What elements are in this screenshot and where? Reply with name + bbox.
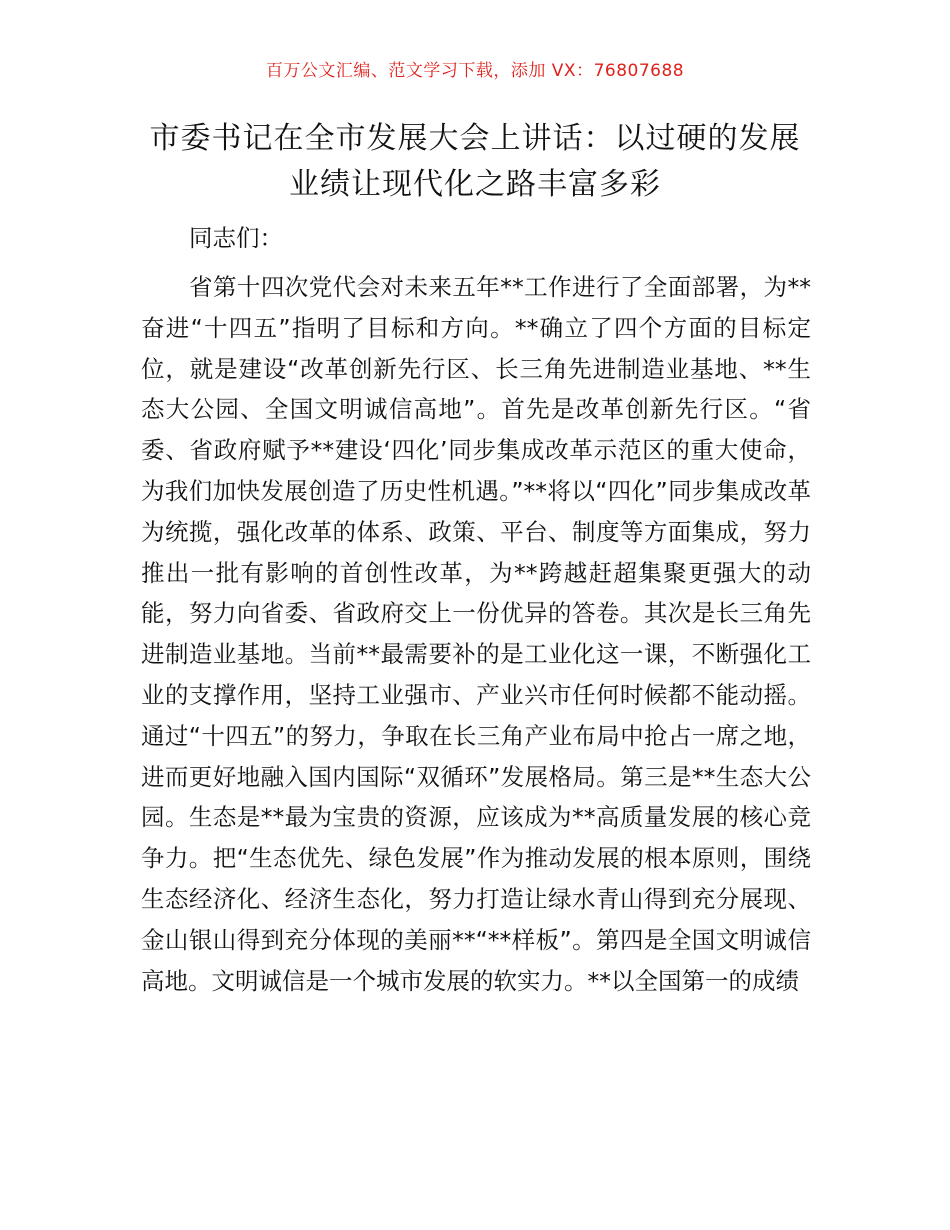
- watermark-header: 百万公文汇编、范文学习下载，添加 VX：76807688: [265, 61, 685, 81]
- document-title: 市委书记在全市发展大会上讲话：以过硬的发展业绩让现代化之路丰富多彩: [149, 121, 801, 202]
- salutation: 同志们：: [189, 224, 283, 252]
- body-paragraph: 省第十四次党代会对未来五年**工作进行了全面部署，为**奋进“十四五”指明了目标和方向。**确立了四个方面的目标定位，就是建设“改革创新先行区、长三角先进制造业基地、**生态大公园、全国文明诚信高地”。首先是改革创新先行区。“省委、省政府赋予**建设‘四化’同步集成改革示范区的重大使命，为我们加快发展创造了历史性机遇。”**将以“四化”同步集成改革为统揽，强化改革的体系、政策、平台、制度等方面集成，努力推出一批有影响的首创性改革，为**跨越赶超集聚更强大的动能，努力向省委、省政府交上一份优异的答卷。其次是长三角先进制造业基地。当前**最需要补的是工业化这一课，不断强化工业的支撑作用，坚持工业强市、产业兴市任何时候都不能动摇。通过“十四五”的努力，争取在长三角产业布局中抢占一席之地，进而更好地融入国内国际“双循环”发展格局。第三是**生态大公园。生态是**最为宝贵的资源，应该成为**高质量发展的核心竞争力。把“生态优先、绿色发展”作为推动发展的根本原则，围绕生态经济化、经济生态化，努力打造让绿水青山得到充分展现、金山银山得到充分体现的美丽**“**样板”。第四是全国文明诚信高地。文明诚信是一个城市发展的软实力。**以全国第一的成绩: [141, 273, 811, 995]
